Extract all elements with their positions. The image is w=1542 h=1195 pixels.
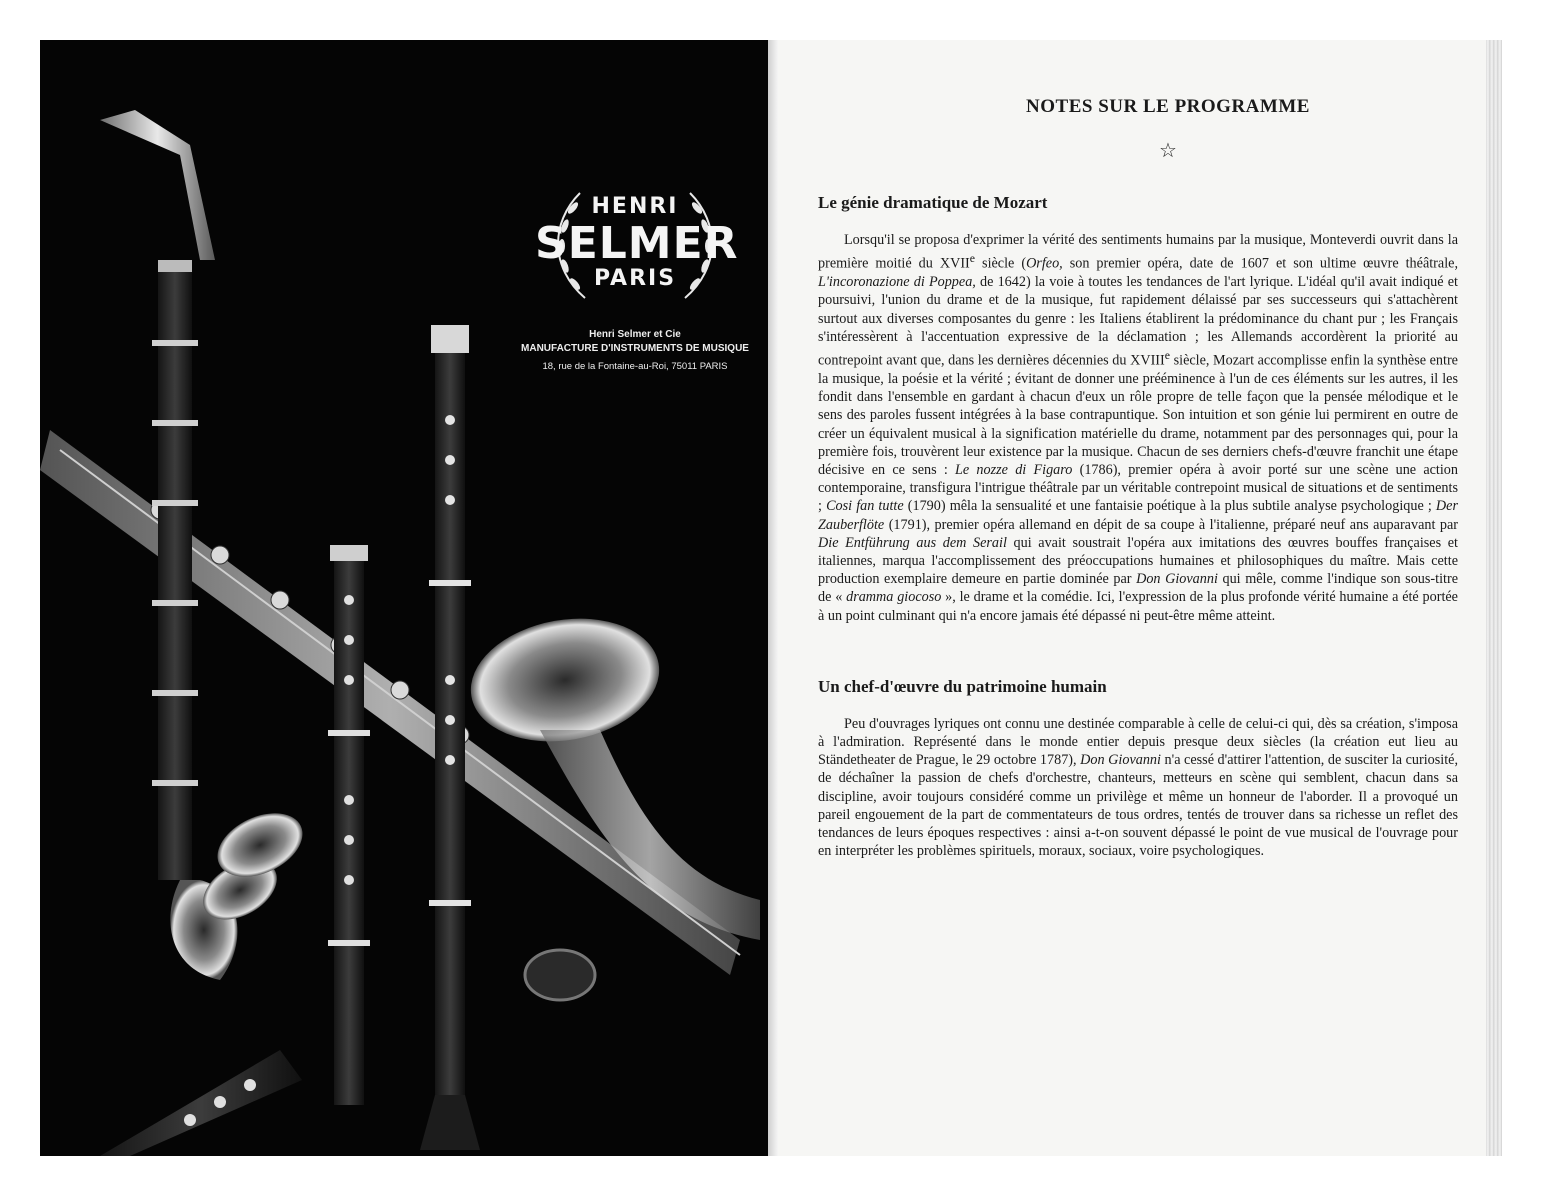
text-run: (1786), premier opéra à avoir porté sur une scène une action contemporaine, transfigura l'intrigue théâtrale par un véritable contrepoint musical de situations et de sentiments ; xyxy=(818,461,1458,515)
section-heading-patrimoine: Un chef-d'œuvre du patrimoine humain xyxy=(818,676,1107,696)
logo-selmer: SELMER xyxy=(535,218,739,269)
italic-run: dramma giocoso xyxy=(846,589,942,606)
italic-run: Orfeo, xyxy=(1026,255,1063,272)
text-run: son premier opéra, date de 1607 et son ultime œuvre théâtrale, xyxy=(1062,255,1458,272)
italic-run: Cosi fan tutte xyxy=(826,498,904,515)
italic-run: L'incoronazione di Poppea, xyxy=(818,274,976,291)
clarinet-bottom xyxy=(100,1050,302,1156)
superscript-run: e xyxy=(1164,347,1170,362)
book-gutter xyxy=(768,40,778,1156)
company-name: Henri Selmer et Cie xyxy=(589,329,681,340)
text-run: qui avait soustrait l'opéra aux imitations des œuvres bouffes françaises et italiennes, marqua l'accomplissement des préoccupations humaines et philosophiques du maître. Mais cette production exemplaire demeure en partie dominée par xyxy=(818,534,1458,588)
company-tagline: MANUFACTURE D'INSTRUMENTS DE MUSIQUE xyxy=(521,343,749,354)
company-info xyxy=(510,328,760,374)
page-edge xyxy=(1486,40,1502,1156)
selmer-logo xyxy=(535,168,739,318)
text-run: siècle, Mozart accomplisse enfin la synthèse entre la musique, la poésie et la vérité ; évitant de donner une prééminence à l'un de ces éléments sur les autres, il les fondit dans l'ensemble en gardant à chacun d'eux un rôle propre de telle façon que la pensée mélodique et le sens des paroles fussent intégrées à la base contrapuntique. Son intuition et son génie lui permirent en outre de créer un équivalent musical à la signification matérielle du drame, notamment par des personnages qui, pour la première fois, trouvèrent leur existence par la musique. Chacun de ses derniers chefs-d'œuvre franchit une étape décisive en ce sens : xyxy=(818,352,1458,478)
text-run: qui mêle, comme l'indique son sous-titre de « xyxy=(818,571,1458,606)
advert-page xyxy=(40,40,768,1156)
section-heading-genie: Le génie dramatique de Mozart xyxy=(818,193,1048,212)
page-title: NOTES SUR LE PROGRAMME xyxy=(1026,96,1310,117)
logo-paris: PARIS xyxy=(593,266,677,291)
logo-henri: HENRI xyxy=(591,194,679,219)
company-address: 18, rue de la Fontaine-au-Roi, 75011 PARIS xyxy=(542,361,728,372)
text-run: », le drame et la comédie. Ici, l'expression de la plus profonde vérité humaine a été portée à un point culminant qui n'a encore jamais été dépassé ni peut-être même atteint. xyxy=(818,589,1458,624)
selmer-brand-block xyxy=(510,168,760,374)
italic-run: Der Zauberflöte xyxy=(818,498,1458,533)
italic-run: Don Giovanni xyxy=(1136,571,1218,588)
notes-page xyxy=(778,40,1486,1156)
section-paragraph-patrimoine xyxy=(818,715,1458,861)
text-run: Lorsqu'il se proposa d'exprimer la vérité des sentiments humains par la musique, Monteverdi ouvrit dans la première moitié du XVII xyxy=(818,232,1458,272)
italic-run: Le nozze di Figaro xyxy=(955,461,1073,478)
italic-run: Don Giovanni xyxy=(1080,752,1161,769)
notes-content xyxy=(818,96,1458,860)
italic-run: Die Entführung aus dem Serail xyxy=(818,534,1007,551)
text-run: de 1642) la voie à toutes les tendances de l'art lyrique. L'idéal qu'il avait indiqué et poursuivi, l'union du drame et de la musique, fut rapidement délaissé par ses successeurs qui s'attachèrent surtout aux diverses composantes du genre : les Italiens établirent la prédominance du chant pur ; les Français s'intéressèrent à l'accentuation expressive de la déclamation ; les Allemands accordèrent la priorité au contrepoint avant que, dans les dernières décennies du XVIII xyxy=(818,274,1458,369)
text-run: (1790) mêla la sensualité et une fantaisie poétique à la plus subtile analyse psychologique ; xyxy=(903,498,1436,515)
text-run: Peu d'ouvrages lyriques ont connu une destinée comparable à celle de celui-ci qui, dès sa création, s'imposa à l'admiration. Représenté dans le monde entier depuis presque deux siècles (la création eut lieu au Ständetheater de Prague, le 29 octobre 1787), xyxy=(818,715,1458,769)
star-ornament-icon: ☆ xyxy=(1159,140,1177,162)
section-paragraph-genie xyxy=(818,231,1458,625)
text-run: n'a cessé d'attirer l'attention, de susciter la curiosité, de déchaîner la passion de chefs d'orchestre, chanteurs, metteurs en scène qui semblent, chacun dans sa discipline, avoir toujours considéré comme un privilège et même un honneur de l'aborder. Il a provoqué un pareil engouement de la part de commentateurs de tous ordres, tentés de trouver dans sa richesse un reflet des tendances de leurs époques respectives : ainsi a-t-on souvent dépassé le point de vue musical de l'ouvrage pour en interpréter les problèmes spirituels, moraux, sociaux, voire psychologiques. xyxy=(818,752,1458,860)
text-run: (1791), premier opéra allemand en dépit de sa coupe à l'italienne, préparé neuf ans auparavant par xyxy=(884,516,1458,533)
clarinet-middle xyxy=(328,545,370,1105)
text-run: siècle ( xyxy=(975,255,1027,272)
superscript-run: e xyxy=(969,251,976,266)
